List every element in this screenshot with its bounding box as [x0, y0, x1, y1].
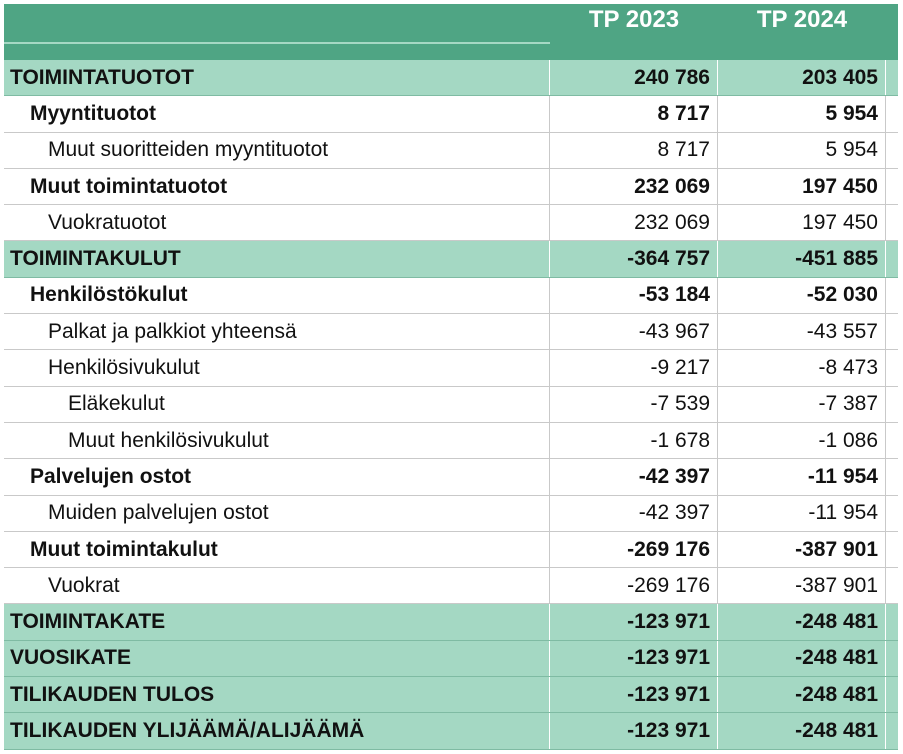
row-value-2024: 5 954 — [825, 101, 878, 125]
table-row-vuokratuotot — [4, 205, 898, 241]
row-label: Muut henkilösivukulut — [68, 428, 269, 452]
table-header — [4, 4, 898, 60]
row-value-2023: -43 967 — [638, 319, 710, 343]
row-value-2024: -8 473 — [818, 356, 878, 380]
row-value-2023: -123 971 — [627, 646, 710, 670]
row-value-2024: -387 901 — [795, 537, 878, 561]
table-row-muut-toimintakulut — [4, 532, 898, 568]
row-value-2023: -123 971 — [627, 610, 710, 634]
row-value-2023: 8 717 — [657, 101, 710, 125]
row-value-2024: -387 901 — [795, 573, 878, 597]
row-label: Muiden palvelujen ostot — [48, 501, 269, 525]
row-value-2024: -11 954 — [808, 501, 878, 525]
row-label: Henkilöstökulut — [30, 283, 188, 307]
table-row-elakekulut — [4, 387, 898, 423]
row-value-2024: -43 557 — [806, 319, 878, 343]
row-value-2024: -248 481 — [795, 646, 878, 670]
row-label: Eläkekulut — [68, 392, 165, 416]
table-row-vuokrat — [4, 568, 898, 604]
row-value-2024: -451 885 — [795, 247, 878, 271]
row-value-2024: -52 030 — [806, 283, 878, 307]
row-label: Palvelujen ostot — [30, 464, 192, 488]
row-label: Henkilösivukulut — [48, 356, 200, 380]
row-value-2024: 203 405 — [802, 65, 878, 89]
row-value-2023: -269 176 — [627, 537, 710, 561]
row-label: Muut toimintatuotot — [30, 174, 228, 198]
row-value-2024: 197 450 — [802, 210, 878, 234]
row-label: TILIKAUDEN TULOS — [10, 682, 215, 706]
row-value-2024: -248 481 — [795, 718, 878, 742]
row-value-2024: -7 387 — [818, 392, 878, 416]
header-divider — [4, 42, 550, 44]
row-label: TOIMINTAKULUT — [10, 247, 181, 271]
table-row-toimintakulut — [4, 241, 898, 277]
row-label: Muut toimintakulut — [30, 537, 218, 561]
header-label-cell — [4, 4, 550, 60]
row-label: TILIKAUDEN YLIJÄÄMÄ/ALIJÄÄMÄ — [10, 718, 365, 742]
row-value-2023: -9 217 — [650, 356, 710, 380]
row-value-2024: -248 481 — [795, 610, 878, 634]
table-row-tilikauden-ylijaama — [4, 713, 898, 749]
table-row-muut-suoritteiden-myyntituotot — [4, 133, 898, 169]
row-value-2024: -248 481 — [795, 682, 878, 706]
row-value-2023: 232 069 — [634, 210, 710, 234]
row-value-2023: -42 397 — [638, 464, 710, 488]
header-tp-2024: TP 2024 — [756, 6, 848, 33]
table-row-myyntituotot — [4, 96, 898, 132]
row-label: Vuokrat — [48, 573, 120, 597]
row-value-2023: -7 539 — [650, 392, 710, 416]
row-value-2023: -269 176 — [627, 573, 710, 597]
row-label: Vuokratuotot — [48, 210, 167, 234]
row-value-2023: -123 971 — [627, 718, 710, 742]
row-label: VUOSIKATE — [10, 646, 131, 670]
table-row-toimintatuotot — [4, 60, 898, 96]
table-row-vuosikate — [4, 641, 898, 677]
table-row-palvelujen-ostot — [4, 459, 898, 495]
row-value-2023: -42 397 — [638, 501, 710, 525]
row-value-2024: 5 954 — [825, 138, 878, 162]
table-row-muiden-palvelujen-ostot — [4, 496, 898, 532]
row-label: Muut suoritteiden myyntituotot — [48, 138, 329, 162]
row-value-2024: -11 954 — [807, 464, 878, 488]
row-value-2023: 8 717 — [657, 138, 710, 162]
table-row-muut-toimintatuotot — [4, 169, 898, 205]
row-value-2024: 197 450 — [802, 174, 878, 198]
row-value-2024: -1 086 — [818, 428, 878, 452]
row-label: Palkat ja palkkiot yhteensä — [48, 319, 297, 343]
table-row-muut-henkilosivukulut — [4, 423, 898, 459]
row-value-2023: 232 069 — [634, 174, 710, 198]
row-value-2023: -123 971 — [627, 682, 710, 706]
table-row-tilikauden-tulos — [4, 677, 898, 713]
row-label: TOIMINTAKATE — [10, 610, 166, 634]
table-row-henkilosivukulut — [4, 350, 898, 386]
income-statement-table — [4, 4, 898, 750]
table-row-palkat — [4, 314, 898, 350]
table-row-toimintakate — [4, 604, 898, 640]
row-label: Myyntituotot — [30, 101, 156, 125]
table-row-henkilostokulut — [4, 278, 898, 314]
header-tp-2023: TP 2023 — [588, 6, 680, 33]
row-value-2023: -1 678 — [650, 428, 710, 452]
row-value-2023: -364 757 — [627, 247, 710, 271]
row-value-2023: -53 184 — [638, 283, 710, 307]
row-value-2023: 240 786 — [634, 65, 710, 89]
row-label: TOIMINTATUOTOT — [10, 65, 194, 89]
